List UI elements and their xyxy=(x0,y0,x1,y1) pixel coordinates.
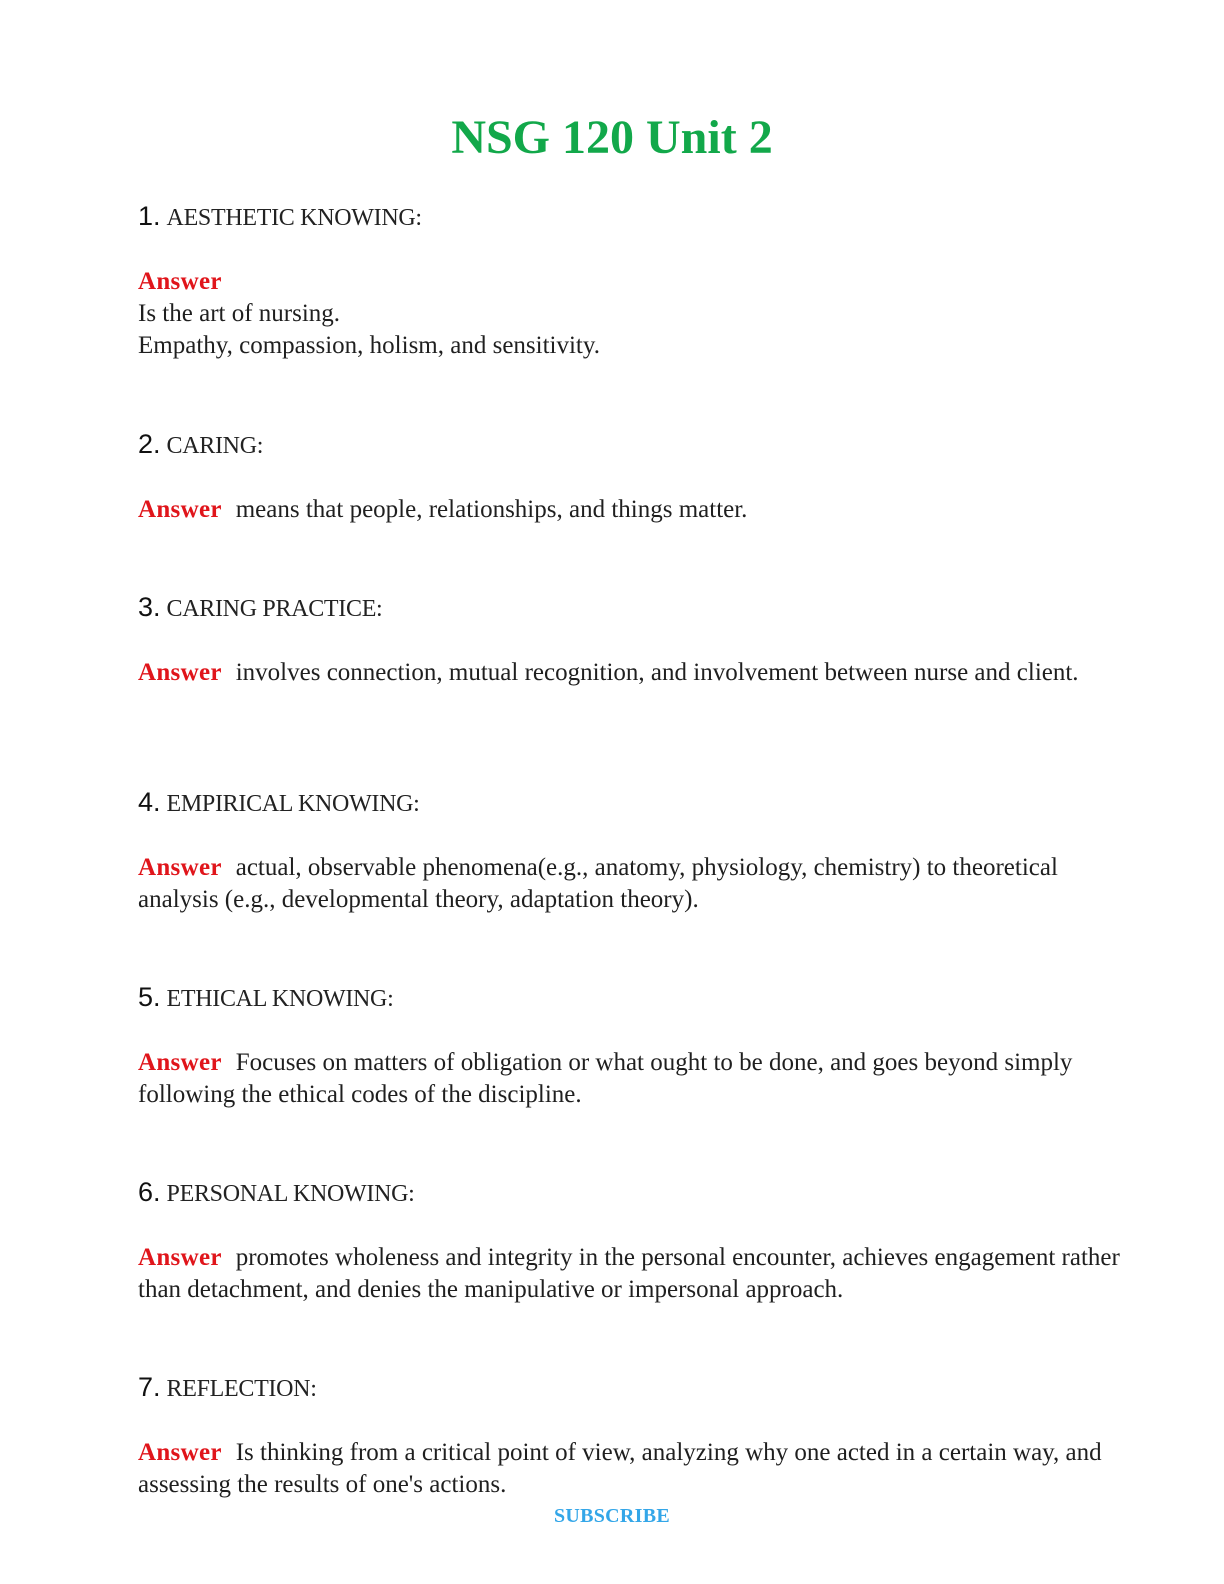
answer-label: Answer xyxy=(138,1244,222,1271)
qa-item-7 xyxy=(138,1371,1128,1501)
question-number: 5. xyxy=(138,982,161,1012)
question-term: AESTHETIC KNOWING: xyxy=(166,205,422,231)
answer-label: Answer xyxy=(138,659,222,686)
answer-label: Answer xyxy=(138,268,222,295)
answer-5 xyxy=(138,1047,1128,1111)
answer-1 xyxy=(138,266,1128,362)
question-5 xyxy=(138,981,1128,1015)
answer-text: promotes wholeness and integrity in the personal encounter, achieves engagement rather than detachment, and denies the manipulative or impersonal approach. xyxy=(138,1244,1120,1303)
question-number: 2. xyxy=(138,429,161,459)
question-4 xyxy=(138,786,1128,820)
answer-text: involves connection, mutual recognition, and involvement between nurse and client. xyxy=(235,659,1079,686)
question-term: CARING: xyxy=(166,433,264,459)
question-3 xyxy=(138,591,1128,625)
answer-text: actual, observable phenomena(e.g., anatomy, physiology, chemistry) to theoretical analysis (e.g., developmental theory, adaptation theory). xyxy=(138,854,1058,913)
subscribe-link[interactable]: SUBSCRIBE xyxy=(553,1505,671,1527)
answer-line: Is the art of nursing. xyxy=(138,300,341,327)
qa-item-2 xyxy=(138,428,1128,526)
answer-label: Answer xyxy=(138,1049,222,1076)
question-6 xyxy=(138,1176,1128,1210)
qa-item-6 xyxy=(138,1176,1128,1306)
answer-2 xyxy=(138,494,1128,526)
answer-6 xyxy=(138,1242,1128,1306)
answer-label: Answer xyxy=(138,496,222,523)
question-term: REFLECTION: xyxy=(166,1376,317,1402)
qa-item-3 xyxy=(138,591,1128,689)
question-term: ETHICAL KNOWING: xyxy=(166,986,394,1012)
answer-4 xyxy=(138,852,1128,916)
question-number: 1. xyxy=(138,201,161,231)
answer-label: Answer xyxy=(138,854,222,881)
answer-label: Answer xyxy=(138,1439,222,1466)
question-7 xyxy=(138,1371,1128,1405)
question-1 xyxy=(138,200,1128,234)
answer-7 xyxy=(138,1437,1128,1501)
answer-text: means that people, relationships, and things matter. xyxy=(235,496,748,523)
question-term: CARING PRACTICE: xyxy=(166,596,383,622)
question-term: PERSONAL KNOWING: xyxy=(166,1181,415,1207)
answer-3 xyxy=(138,657,1128,689)
answer-text: Focuses on matters of obligation or what ought to be done, and goes beyond simply following the ethical codes of the discipline. xyxy=(138,1049,1073,1108)
page-title: NSG 120 Unit 2 xyxy=(451,111,773,164)
qa-item-4 xyxy=(138,786,1128,916)
qa-item-5 xyxy=(138,981,1128,1111)
question-number: 3. xyxy=(138,592,161,622)
qa-item-1 xyxy=(138,200,1128,362)
answer-text: Is thinking from a critical point of view, analyzing why one acted in a certain way, and assessing the results of one's actions. xyxy=(138,1439,1102,1498)
question-term: EMPIRICAL KNOWING: xyxy=(166,791,420,817)
answer-line: Empathy, compassion, holism, and sensitivity. xyxy=(138,332,600,359)
question-number: 7. xyxy=(138,1372,161,1402)
question-2 xyxy=(138,428,1128,462)
question-number: 4. xyxy=(138,787,161,817)
question-number: 6. xyxy=(138,1177,161,1207)
